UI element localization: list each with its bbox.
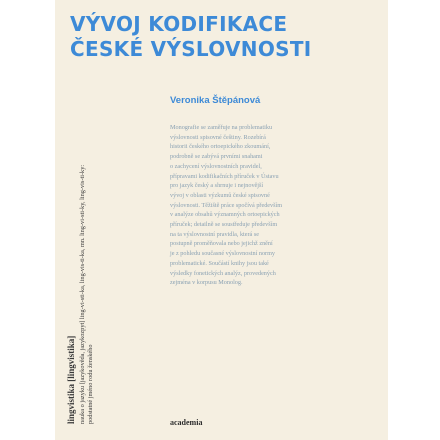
abstract-text	[170, 123, 330, 288]
abstract-line: pro jazyk český a shrnuje i nejnovější	[170, 182, 264, 190]
abstract-line: v analýze obsahů významných ortoepických	[170, 211, 280, 219]
abstract-line: podrobně se zabývá prvními snahami	[170, 153, 263, 161]
title-line-2: ČESKÉ VÝSLOVNOSTI	[70, 37, 312, 61]
series-title: lingvistika [lingvistika]	[66, 335, 76, 424]
title-line-1: VÝVOJ KODIFIKACE	[70, 12, 288, 36]
abstract-line: zejména v korpusu Monolog.	[170, 279, 243, 287]
abstract-line: příruček; detailně se soustředuje především	[170, 221, 278, 229]
abstract-line: o zachycení výslovnostních pravidel,	[170, 162, 262, 170]
publisher-logo: academia	[170, 418, 203, 427]
abstract-line: přípravami kodifikačních příruček v Ústavu	[170, 172, 279, 180]
abstract-line: postupně proměňovala nebo jejichž znění	[170, 240, 273, 248]
abstract-line: výsledky fonetických analýz, provedených	[170, 269, 276, 277]
author-name: Veronika Štěpánová	[170, 95, 261, 106]
book-title	[70, 12, 312, 62]
definition-line: nauka o jazyku [jazykověda, jazykozpyt] ling-vi-sti-ka, ling-vis-ti-ka, mn. ling-vi-sti-ky, ling-vis-ti-ky:	[79, 164, 86, 424]
abstract-line: je z pohledu současné výslovnostní normy	[170, 250, 276, 258]
abstract-line: výslovnosti. Těžiště práce spočívá především	[170, 201, 283, 209]
abstract-line: výslovnosti spisovné češtiny. Rozebírá	[170, 133, 266, 141]
definition-line: podstatné jméno rodu ženského	[87, 344, 94, 424]
book-cover	[55, 0, 388, 440]
abstract-line: vývoj v oblasti výzkumů české spisovné	[170, 191, 270, 199]
abstract-line: problematické. Součástí knihy jsou také	[170, 259, 269, 267]
abstract-line: Monografie se zaměřuje na problematiku	[170, 124, 273, 131]
abstract-line: na ta výslovnostní pravidla, která se	[170, 230, 260, 238]
abstract-line: historii českého ortoepického zkoumání,	[170, 143, 271, 151]
